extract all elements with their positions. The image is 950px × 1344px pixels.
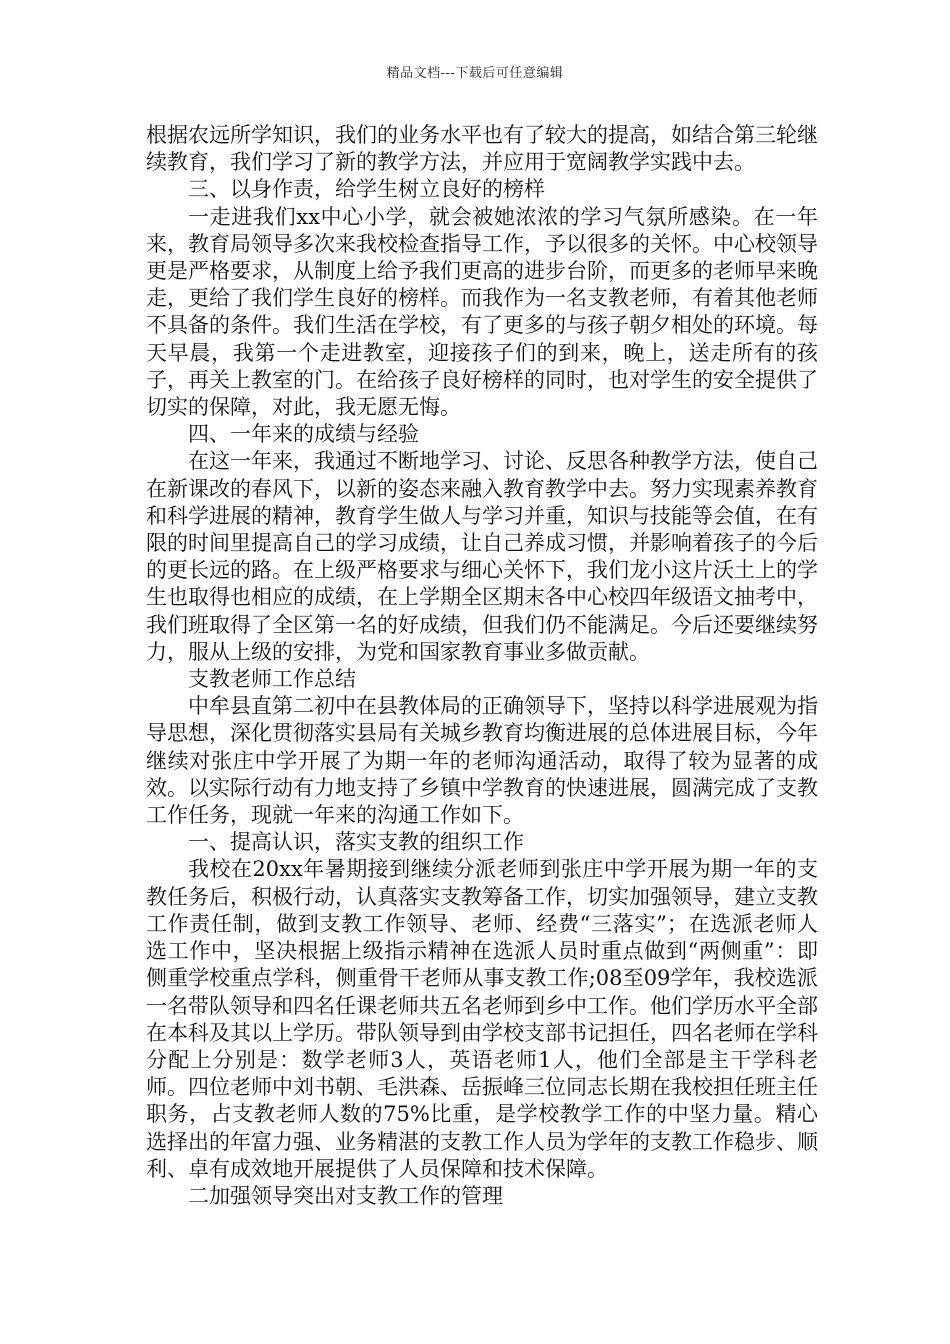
paragraph-role-model: 一走进我们xx中心小学，就会被她浓浓的学习气氛所感染。在一年来，教育局领导多次来我校检查指导工作，予以很多的关怀。中心校领导更是严格要求，从制度上给予我们更高的进步台阶，而更多的老师早来晚走，更给了我们学生良好的榜样。而我作为一名支教老师，有着其他老师不具备的条件。我们生活在学校，有了更多的与孩子朝夕相处的环境。每天早晨，我第一个走进教室，迎接孩子们的到来，晚上，送走所有的孩子，再关上教室的门。在给孩子良好榜样的同时，也对学生的安全提供了切实的保障，对此，我无愿无悔。 [146,204,818,420]
section-heading-one: 一、提高认识，落实支教的组织工作 [188,830,524,855]
page-header: 精品文档---下载后可任意编辑 [386,66,564,81]
paragraph-continued: 根据农远所学知识，我们的业务水平也有了较大的提高，如结合第三轮继续教育，我们学习了新的教学方法，并应用于宽阔教学实践中去。 [146,123,818,175]
paragraph-organization: 我校在20xx年暑期接到继续分派老师到张庄中学开展为期一年的支教任务后，积极行动，认真落实支教筹备工作，切实加强领导，建立支教工作责任制，做到支教工作领导、老师、经费“三落实”；在选派老师人选工作中，坚决根据上级指示精神在选派人员时重点做到“两侧重”：即侧重学校重点学科，侧重骨干老师从事支教工作;08至09学年，我校选派一名带队领导和四名任课老师共五名老师到乡中工作。他们学历水平全部在本科及其以上学历。带队领导到由学校支部书记担任，四名老师在学科分配上分别是：数学老师3人，英语老师1人，他们全部是主干学科老师。四位老师中刘书朝、毛洪森、岳振峰三位同志长期在我校担任班主任职务，占支教老师人数的75%比重，是学校教学工作的中坚力量。精心选择出的年富力强、业务精湛的支教工作人员为学年的支教工作稳步、顺利、卓有成效地开展提供了人员保障和技术保障。 [146,857,818,1181]
paragraph-summary-intro: 中牟县直第二初中在县教体局的正确领导下，坚持以科学进展观为指导思想，深化贯彻落实县局有关城乡教育均衡进展的总体进展目标，今年继续对张庄中学开展了为期一年的老师沟通活动，取得了较为显著的成效。以实际行动有力地支持了乡镇中学教育的快速进展，圆满完成了支教工作任务，现就一年来的沟通工作如下。 [146,694,818,828]
document-subtitle: 支教老师工作总结 [188,667,356,692]
section-heading-three: 三、以身作责，给学生树立良好的榜样 [188,177,545,202]
document-body [146,122,818,1210]
paragraph-achievements: 在这一年来，我通过不断地学习、讨论、反思各种教学方法，使自己在新课改的春风下，以新的姿态来融入教育教学中去。努力实现素养教育和科学进展的精神，教育学生做人与学习并重，知识与技能等会值，在有限的时间里提高自己的学习成绩，让自己养成习惯，并影响着孩子的今后的更长远的路。在上级严格要求与细心关怀下，我们龙小这片沃土上的学生也取得也相应的成绩，在上学期全区期末各中心校四年级语文抽考中，我们班取得了全区第一名的好成绩，但我们仍不能满足。今后还要继续努力，服从上级的安排，为党和国家教育事业多做贡献。 [146,449,818,664]
section-heading-four: 四、一年来的成绩与经验 [188,422,419,447]
section-heading-two: 二加强领导突出对支教工作的管理 [188,1183,503,1208]
